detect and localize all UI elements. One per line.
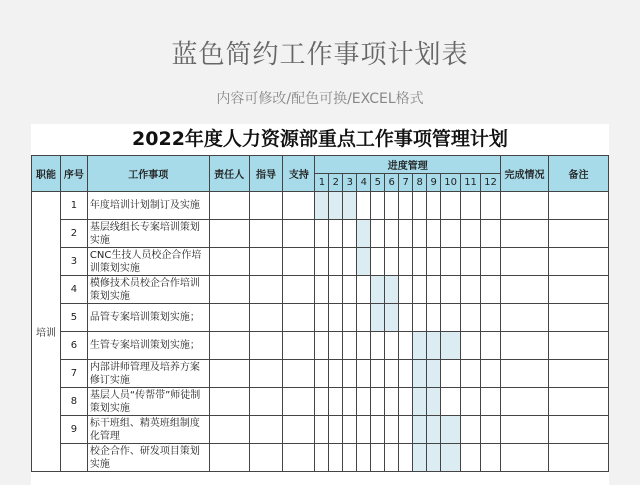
month-cell[interactable] bbox=[385, 276, 399, 304]
month-cell[interactable] bbox=[413, 332, 427, 360]
index-cell[interactable]: 4 bbox=[60, 276, 87, 304]
owner-cell[interactable] bbox=[209, 248, 249, 276]
month-cell[interactable] bbox=[399, 304, 413, 332]
month-cell[interactable] bbox=[441, 304, 461, 332]
month-cell[interactable] bbox=[329, 248, 343, 276]
month-cell[interactable] bbox=[481, 416, 501, 444]
completion-cell[interactable] bbox=[501, 276, 549, 304]
table-row bbox=[32, 276, 609, 304]
month-cell[interactable] bbox=[343, 192, 357, 220]
month-cell[interactable] bbox=[371, 332, 385, 360]
support-cell[interactable] bbox=[283, 276, 315, 304]
month-cell[interactable] bbox=[461, 388, 481, 416]
owner-cell[interactable] bbox=[209, 360, 249, 388]
month-cell[interactable] bbox=[481, 220, 501, 248]
header-month: 8 bbox=[413, 174, 427, 192]
guide-cell[interactable] bbox=[249, 248, 283, 276]
remarks-cell[interactable] bbox=[548, 276, 608, 304]
month-cell[interactable] bbox=[343, 276, 357, 304]
header-progress: 进度管理 bbox=[315, 156, 501, 174]
banner-title: 蓝色简约工作事项计划表 bbox=[171, 40, 469, 70]
month-cell[interactable] bbox=[315, 444, 329, 472]
month-cell[interactable] bbox=[461, 332, 481, 360]
month-cell[interactable] bbox=[385, 444, 399, 472]
month-cell[interactable] bbox=[413, 388, 427, 416]
month-cell[interactable] bbox=[385, 388, 399, 416]
month-cell[interactable] bbox=[399, 416, 413, 444]
month-cell[interactable] bbox=[371, 444, 385, 472]
support-cell[interactable] bbox=[283, 248, 315, 276]
month-cell[interactable] bbox=[329, 416, 343, 444]
index-cell[interactable]: 1 bbox=[60, 192, 87, 220]
month-cell[interactable] bbox=[461, 360, 481, 388]
header-month: 1 bbox=[315, 174, 329, 192]
month-cell[interactable] bbox=[357, 220, 371, 248]
guide-cell[interactable] bbox=[249, 444, 283, 472]
completion-cell[interactable] bbox=[501, 416, 549, 444]
month-cell[interactable] bbox=[315, 416, 329, 444]
remarks-cell[interactable] bbox=[548, 304, 608, 332]
month-cell[interactable] bbox=[413, 360, 427, 388]
header-month: 9 bbox=[427, 174, 441, 192]
month-cell[interactable] bbox=[481, 332, 501, 360]
month-cell[interactable] bbox=[461, 220, 481, 248]
owner-cell[interactable] bbox=[209, 444, 249, 472]
header-completion: 完成情况 bbox=[501, 156, 549, 192]
guide-cell[interactable] bbox=[249, 304, 283, 332]
task-cell[interactable]: 基层线组长专案培训策划实施 bbox=[87, 220, 209, 248]
month-cell[interactable] bbox=[399, 276, 413, 304]
table-row bbox=[32, 192, 609, 220]
header-month: 12 bbox=[481, 174, 501, 192]
month-cell[interactable] bbox=[481, 444, 501, 472]
month-cell[interactable] bbox=[357, 416, 371, 444]
month-cell[interactable] bbox=[461, 304, 481, 332]
month-cell[interactable] bbox=[343, 360, 357, 388]
month-cell[interactable] bbox=[385, 220, 399, 248]
support-cell[interactable] bbox=[283, 444, 315, 472]
table-row bbox=[32, 388, 609, 416]
month-cell[interactable] bbox=[343, 304, 357, 332]
month-cell[interactable] bbox=[427, 192, 441, 220]
month-cell[interactable] bbox=[329, 276, 343, 304]
task-cell[interactable]: 基层人员“传帮带”师徒制策划实施 bbox=[87, 388, 209, 416]
month-cell[interactable] bbox=[343, 248, 357, 276]
owner-cell[interactable] bbox=[209, 220, 249, 248]
month-cell[interactable] bbox=[427, 360, 441, 388]
support-cell[interactable] bbox=[283, 304, 315, 332]
owner-cell[interactable] bbox=[209, 192, 249, 220]
month-cell[interactable] bbox=[441, 444, 461, 472]
month-cell[interactable] bbox=[385, 332, 399, 360]
month-cell[interactable] bbox=[343, 416, 357, 444]
month-cell[interactable] bbox=[315, 220, 329, 248]
month-cell[interactable] bbox=[371, 416, 385, 444]
table-row bbox=[32, 444, 609, 472]
header-month: 4 bbox=[357, 174, 371, 192]
month-cell[interactable] bbox=[357, 332, 371, 360]
month-cell[interactable] bbox=[427, 276, 441, 304]
completion-cell[interactable] bbox=[501, 360, 549, 388]
month-cell[interactable] bbox=[315, 332, 329, 360]
month-cell[interactable] bbox=[413, 276, 427, 304]
month-cell[interactable] bbox=[385, 360, 399, 388]
index-cell[interactable]: 8 bbox=[60, 388, 87, 416]
month-cell[interactable] bbox=[329, 332, 343, 360]
month-cell[interactable] bbox=[441, 192, 461, 220]
month-cell[interactable] bbox=[461, 248, 481, 276]
guide-cell[interactable] bbox=[249, 192, 283, 220]
task-cell[interactable]: 模修技术员校企合作培训策划实施 bbox=[87, 276, 209, 304]
banner-subtitle: 内容可修改/配色可换/EXCEL格式 bbox=[216, 91, 424, 107]
table-row bbox=[32, 360, 609, 388]
remarks-cell[interactable] bbox=[548, 220, 608, 248]
plan-sheet bbox=[31, 124, 609, 485]
support-cell[interactable] bbox=[283, 360, 315, 388]
guide-cell[interactable] bbox=[249, 388, 283, 416]
header-remarks: 备注 bbox=[548, 156, 608, 192]
remarks-cell[interactable] bbox=[548, 444, 608, 472]
header-month: 6 bbox=[385, 174, 399, 192]
month-cell[interactable] bbox=[357, 388, 371, 416]
plan-table bbox=[31, 155, 609, 472]
header-guide: 指导 bbox=[249, 156, 283, 192]
month-cell[interactable] bbox=[315, 388, 329, 416]
month-cell[interactable] bbox=[413, 220, 427, 248]
table-row bbox=[32, 220, 609, 248]
index-cell[interactable] bbox=[60, 444, 87, 472]
support-cell[interactable] bbox=[283, 416, 315, 444]
header-month: 3 bbox=[343, 174, 357, 192]
month-cell[interactable] bbox=[441, 332, 461, 360]
guide-cell[interactable] bbox=[249, 276, 283, 304]
completion-cell[interactable] bbox=[501, 332, 549, 360]
month-cell[interactable] bbox=[427, 332, 441, 360]
task-cell[interactable]: 内部讲师管理及培养方案修订实施 bbox=[87, 360, 209, 388]
guide-cell[interactable] bbox=[249, 332, 283, 360]
month-cell[interactable] bbox=[385, 192, 399, 220]
month-cell[interactable] bbox=[371, 388, 385, 416]
month-cell[interactable] bbox=[427, 304, 441, 332]
month-cell[interactable] bbox=[461, 276, 481, 304]
month-cell[interactable] bbox=[357, 276, 371, 304]
month-cell[interactable] bbox=[441, 248, 461, 276]
completion-cell[interactable] bbox=[501, 304, 549, 332]
task-cell[interactable]: 年度培训计划制订及实施 bbox=[87, 192, 209, 220]
month-cell[interactable] bbox=[441, 416, 461, 444]
month-cell[interactable] bbox=[315, 248, 329, 276]
month-cell[interactable] bbox=[385, 248, 399, 276]
month-cell[interactable] bbox=[385, 416, 399, 444]
guide-cell[interactable] bbox=[249, 416, 283, 444]
table-row bbox=[32, 304, 609, 332]
month-cell[interactable] bbox=[427, 248, 441, 276]
index-cell[interactable]: 7 bbox=[60, 360, 87, 388]
month-cell[interactable] bbox=[413, 416, 427, 444]
month-cell[interactable] bbox=[427, 388, 441, 416]
month-cell[interactable] bbox=[441, 360, 461, 388]
header-month: 10 bbox=[441, 174, 461, 192]
month-cell[interactable] bbox=[371, 276, 385, 304]
month-cell[interactable] bbox=[481, 248, 501, 276]
month-cell[interactable] bbox=[399, 388, 413, 416]
month-cell[interactable] bbox=[441, 388, 461, 416]
header-index: 序号 bbox=[60, 156, 87, 192]
month-cell[interactable] bbox=[329, 220, 343, 248]
support-cell[interactable] bbox=[283, 388, 315, 416]
month-cell[interactable] bbox=[315, 276, 329, 304]
month-cell[interactable] bbox=[357, 360, 371, 388]
task-cell[interactable]: 标干班组、精英班组制度化管理 bbox=[87, 416, 209, 444]
month-cell[interactable] bbox=[427, 416, 441, 444]
header-owner: 责任人 bbox=[209, 156, 249, 192]
month-cell[interactable] bbox=[329, 360, 343, 388]
remarks-cell[interactable] bbox=[548, 248, 608, 276]
month-cell[interactable] bbox=[441, 276, 461, 304]
task-cell[interactable]: 校企合作、研发项目策划实施 bbox=[87, 444, 209, 472]
month-cell[interactable] bbox=[315, 360, 329, 388]
month-cell[interactable] bbox=[329, 444, 343, 472]
task-cell[interactable]: 品管专案培训策划实施； bbox=[87, 304, 209, 332]
month-cell[interactable] bbox=[357, 444, 371, 472]
remarks-cell[interactable] bbox=[548, 360, 608, 388]
header-month: 5 bbox=[371, 174, 385, 192]
month-cell[interactable] bbox=[357, 248, 371, 276]
month-cell[interactable] bbox=[399, 220, 413, 248]
month-cell[interactable] bbox=[399, 332, 413, 360]
task-cell[interactable]: CNC生技人员校企合作培训策划实施 bbox=[87, 248, 209, 276]
index-cell[interactable]: 9 bbox=[60, 416, 87, 444]
month-cell[interactable] bbox=[481, 360, 501, 388]
month-cell[interactable] bbox=[413, 248, 427, 276]
month-cell[interactable] bbox=[371, 220, 385, 248]
remarks-cell[interactable] bbox=[548, 332, 608, 360]
task-cell[interactable]: 生管专案培训策划实施； bbox=[87, 332, 209, 360]
month-cell[interactable] bbox=[413, 192, 427, 220]
month-cell[interactable] bbox=[343, 220, 357, 248]
month-cell[interactable] bbox=[481, 192, 501, 220]
header-task: 工作事项 bbox=[87, 156, 209, 192]
month-cell[interactable] bbox=[371, 304, 385, 332]
guide-cell[interactable] bbox=[249, 360, 283, 388]
month-cell[interactable] bbox=[481, 388, 501, 416]
remarks-cell[interactable] bbox=[548, 416, 608, 444]
index-cell[interactable]: 2 bbox=[60, 220, 87, 248]
remarks-cell[interactable] bbox=[548, 192, 608, 220]
month-cell[interactable] bbox=[413, 444, 427, 472]
completion-cell[interactable] bbox=[501, 192, 549, 220]
month-cell[interactable] bbox=[461, 192, 481, 220]
header-month: 2 bbox=[329, 174, 343, 192]
completion-cell[interactable] bbox=[501, 220, 549, 248]
category-cell[interactable]: 培训 bbox=[32, 192, 61, 472]
index-cell[interactable]: 6 bbox=[60, 332, 87, 360]
month-cell[interactable] bbox=[343, 388, 357, 416]
month-cell[interactable] bbox=[385, 304, 399, 332]
month-cell[interactable] bbox=[315, 304, 329, 332]
month-cell[interactable] bbox=[461, 416, 481, 444]
month-cell[interactable] bbox=[413, 304, 427, 332]
owner-cell[interactable] bbox=[209, 416, 249, 444]
support-cell[interactable] bbox=[283, 220, 315, 248]
month-cell[interactable] bbox=[427, 444, 441, 472]
month-cell[interactable] bbox=[399, 360, 413, 388]
header-support: 支持 bbox=[283, 156, 315, 192]
owner-cell[interactable] bbox=[209, 332, 249, 360]
month-cell[interactable] bbox=[481, 276, 501, 304]
month-cell[interactable] bbox=[329, 192, 343, 220]
month-cell[interactable] bbox=[315, 192, 329, 220]
completion-cell[interactable] bbox=[501, 388, 549, 416]
table-row bbox=[32, 248, 609, 276]
owner-cell[interactable] bbox=[209, 388, 249, 416]
support-cell[interactable] bbox=[283, 332, 315, 360]
index-cell[interactable]: 3 bbox=[60, 248, 87, 276]
month-cell[interactable] bbox=[441, 220, 461, 248]
table-row bbox=[32, 416, 609, 444]
sheet-title: 2022年度人力资源部重点工作事项管理计划 bbox=[132, 128, 508, 150]
owner-cell[interactable] bbox=[209, 304, 249, 332]
month-cell[interactable] bbox=[357, 304, 371, 332]
index-cell[interactable]: 5 bbox=[60, 304, 87, 332]
support-cell[interactable] bbox=[283, 192, 315, 220]
month-cell[interactable] bbox=[371, 192, 385, 220]
month-cell[interactable] bbox=[357, 192, 371, 220]
month-cell[interactable] bbox=[399, 248, 413, 276]
header-role: 职能 bbox=[32, 156, 61, 192]
header-month: 11 bbox=[461, 174, 481, 192]
month-cell[interactable] bbox=[371, 248, 385, 276]
completion-cell[interactable] bbox=[501, 248, 549, 276]
month-cell[interactable] bbox=[343, 444, 357, 472]
month-cell[interactable] bbox=[329, 388, 343, 416]
header-month: 7 bbox=[399, 174, 413, 192]
completion-cell[interactable] bbox=[501, 444, 549, 472]
remarks-cell[interactable] bbox=[548, 388, 608, 416]
month-cell[interactable] bbox=[371, 360, 385, 388]
month-cell[interactable] bbox=[427, 220, 441, 248]
month-cell[interactable] bbox=[343, 332, 357, 360]
owner-cell[interactable] bbox=[209, 276, 249, 304]
month-cell[interactable] bbox=[481, 304, 501, 332]
month-cell[interactable] bbox=[399, 444, 413, 472]
month-cell[interactable] bbox=[461, 444, 481, 472]
guide-cell[interactable] bbox=[249, 220, 283, 248]
table-row bbox=[32, 332, 609, 360]
month-cell[interactable] bbox=[329, 304, 343, 332]
month-cell[interactable] bbox=[399, 192, 413, 220]
